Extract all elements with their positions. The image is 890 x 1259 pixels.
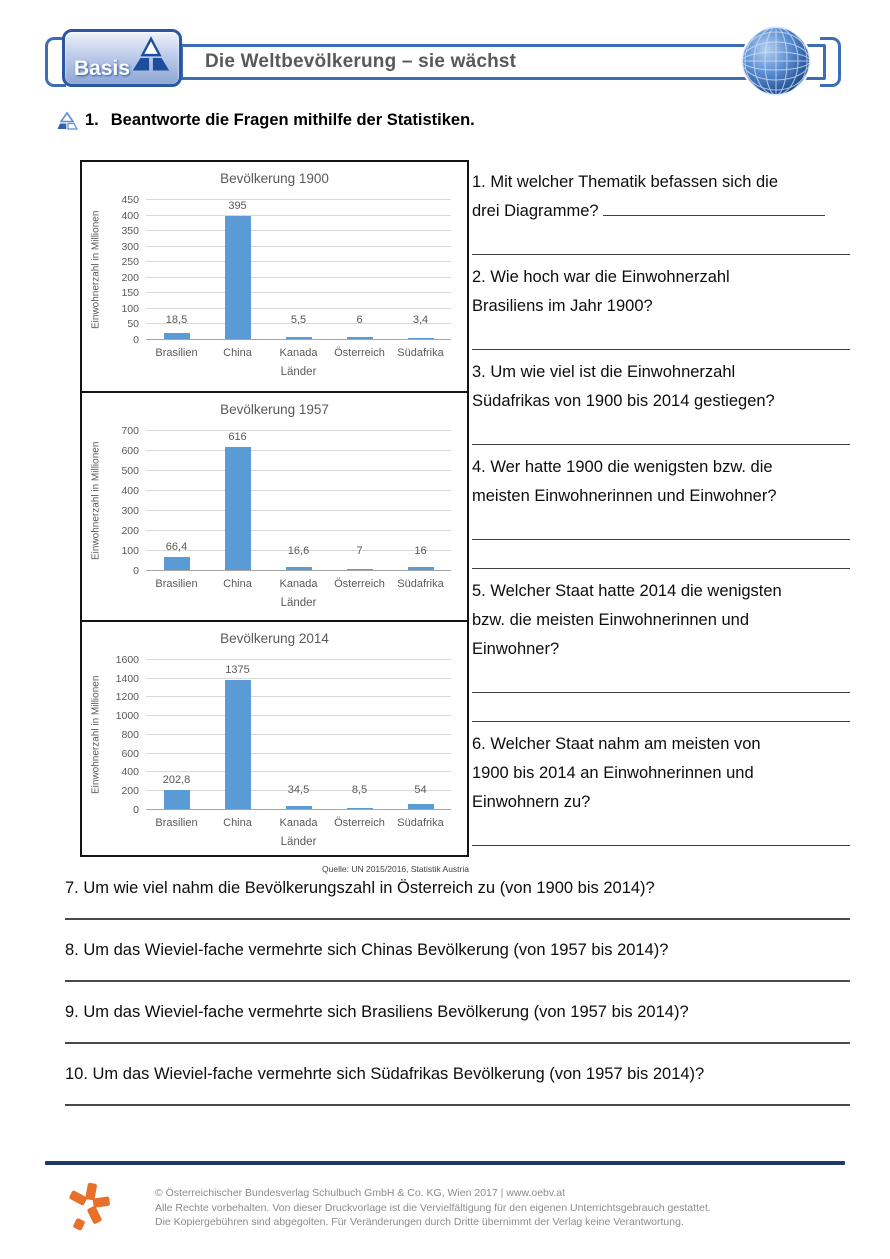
x-axis-title: Länder <box>280 836 317 848</box>
category-label-oesterreich: Österreich <box>334 578 385 590</box>
question-text-line: 1. Mit welcher Thematik befassen sich die <box>472 173 778 191</box>
x-axis-line <box>146 339 451 340</box>
answer-blank <box>472 817 850 846</box>
task-text: Beantworte die Fragen mithilfe der Statistiken. <box>110 111 475 129</box>
category-label-china: China <box>223 578 252 590</box>
gridline <box>146 696 451 697</box>
y-tick-label: 150 <box>121 287 139 299</box>
footer-divider <box>45 1161 845 1165</box>
y-tick-label: 200 <box>121 272 139 284</box>
y-tick-label: 1200 <box>115 691 139 703</box>
question-text-line: bzw. die meisten Einwohnerinnen und <box>472 611 750 629</box>
y-tick-label: 200 <box>121 785 139 797</box>
y-tick-label: 300 <box>121 241 139 253</box>
bottom-questions <box>65 876 850 1124</box>
question-text-line: 3. Um wie viel ist die Einwohnerzahl <box>472 363 736 381</box>
y-tick-label: 50 <box>127 318 139 330</box>
y-tick-label: 100 <box>121 545 139 557</box>
answer-blank <box>472 664 850 693</box>
question-5 <box>472 577 850 722</box>
bar-china <box>225 680 251 809</box>
category-labels <box>146 817 451 829</box>
bar-china <box>225 216 251 339</box>
y-tick-label: 700 <box>121 425 139 437</box>
question-text-line: Brasiliens im Jahr 1900? <box>472 297 653 315</box>
bar-brasilien <box>164 333 190 339</box>
gridline <box>146 199 451 200</box>
gridline <box>146 430 451 431</box>
x-axis-line <box>146 809 451 810</box>
bar-suedafrika <box>408 567 434 570</box>
category-label-suedafrika: Südafrika <box>397 578 444 590</box>
gridline <box>146 470 451 471</box>
question-text-line: 4. Wer hatte 1900 die wenigsten bzw. die <box>472 458 773 476</box>
y-tick-label: 600 <box>121 445 139 457</box>
gridline <box>146 715 451 716</box>
bar-value-label: 202,8 <box>162 774 191 786</box>
footer-line-2: Alle Rechte vorbehalten. Von dieser Druckvorlage ist die Vervielfältigung für den eigenen Unterrichtsgebrauch gestattet. <box>155 1201 711 1214</box>
question-4 <box>472 453 850 569</box>
bar-value-label: 18,5 <box>165 314 188 326</box>
y-axis-label: Einwohnerzahl in Millionen <box>90 210 102 330</box>
y-tick-label: 400 <box>121 766 139 778</box>
plot-area <box>115 654 451 816</box>
y-tick-label: 350 <box>121 225 139 237</box>
plot-area <box>121 425 451 577</box>
question-2 <box>472 263 850 350</box>
answer-blank <box>65 980 850 982</box>
gridline <box>146 277 451 278</box>
charts-panel <box>80 160 469 857</box>
gridline <box>146 230 451 231</box>
gridline <box>146 450 451 451</box>
category-labels <box>146 347 451 359</box>
bar-value-label: 7 <box>356 545 363 557</box>
bar-china <box>225 447 251 570</box>
question-text-line: meisten Einwohnerinnen und Einwohner? <box>472 487 777 505</box>
y-tick-label: 500 <box>121 465 139 477</box>
gridline <box>146 659 451 660</box>
basis-badge-label: Basis <box>74 57 131 80</box>
answer-blank <box>472 321 850 350</box>
answer-blank <box>65 1042 850 1044</box>
question-text: 7. Um wie viel nahm die Bevölkerungszahl in Österreich zu (von 1900 bis 2014)? <box>65 879 655 897</box>
question-text-line: Einwohnern zu? <box>472 793 591 811</box>
header-title-bar <box>180 44 826 80</box>
bar-value-label: 5,5 <box>290 314 307 326</box>
y-tick-label: 400 <box>121 485 139 497</box>
oebv-logo-icon <box>64 1182 112 1241</box>
bar-value-label: 395 <box>228 200 247 212</box>
bar-value-label: 1375 <box>225 664 250 676</box>
gridline <box>146 215 451 216</box>
bar-value-label: 66,4 <box>165 541 188 553</box>
gridline <box>146 678 451 679</box>
bar-value-label: 34,5 <box>287 784 310 796</box>
bar-value-label: 6 <box>356 314 363 326</box>
bar-value-label: 616 <box>228 431 247 443</box>
side-questions <box>472 168 850 854</box>
bar-value-label: 3,4 <box>412 314 429 326</box>
y-axis-label: Einwohnerzahl in Millionen <box>90 441 102 561</box>
footer-line-3: Die Kopiergebühren sind abgegolten. Für Veränderungen durch Dritte übernimmt der Verlag keine Verantwortung. <box>155 1216 684 1228</box>
chart-bevoelkerung-1900 <box>80 160 469 393</box>
y-tick-label: 800 <box>121 729 139 741</box>
question-text: 8. Um das Wieviel-fache vermehrte sich Chinas Bevölkerung (von 1957 bis 2014)? <box>65 941 669 959</box>
bar-value-label: 16 <box>414 545 427 557</box>
y-tick-label: 400 <box>121 210 139 222</box>
answer-blank <box>472 540 850 569</box>
chart-title: Bevölkerung 1900 <box>220 171 329 186</box>
category-label-china: China <box>223 817 252 829</box>
task-heading <box>57 111 475 130</box>
y-tick-label: 450 <box>121 194 139 206</box>
chart-title: Bevölkerung 1957 <box>220 402 329 417</box>
y-axis-label: Einwohnerzahl in Millionen <box>90 675 102 795</box>
question-8 <box>65 938 850 982</box>
question-6 <box>472 730 850 846</box>
chart-bevoelkerung-2014 <box>80 620 469 857</box>
category-label-brasilien: Brasilien <box>155 578 198 590</box>
question-10 <box>65 1062 850 1106</box>
gridline <box>146 308 451 309</box>
gridline <box>146 292 451 293</box>
gridline <box>146 261 451 262</box>
category-label-suedafrika: Südafrika <box>397 347 444 359</box>
pyramid-icon <box>128 35 174 81</box>
y-tick-label: 600 <box>121 748 139 760</box>
gridline <box>146 753 451 754</box>
x-axis-line <box>146 570 451 571</box>
answer-blank <box>472 416 850 445</box>
category-label-kanada: Kanada <box>279 817 318 829</box>
page-title: Die Weltbevölkerung – sie wächst <box>205 51 517 72</box>
question-text: 10. Um das Wieviel-fache vermehrte sich Südafrikas Bevölkerung (von 1957 bis 2014)? <box>65 1065 705 1083</box>
question-text-line <box>472 197 850 226</box>
answer-blank <box>472 511 850 540</box>
category-label-kanada: Kanada <box>279 347 318 359</box>
answer-blank <box>472 226 850 255</box>
task-pyramid-icon <box>57 112 78 130</box>
gridline <box>146 490 451 491</box>
chart-source: Quelle: UN 2015/2016, Statistik Austria <box>322 864 469 874</box>
answer-blank-inline <box>603 213 825 216</box>
answer-blank <box>65 918 850 920</box>
bar-oesterreich <box>347 569 373 570</box>
question-9 <box>65 1000 850 1044</box>
bar-value-label: 8,5 <box>351 784 368 796</box>
bar-oesterreich <box>347 337 373 339</box>
plot-area <box>121 194 451 346</box>
y-tick-label: 0 <box>133 565 139 577</box>
question-1 <box>472 168 850 255</box>
chart-title: Bevölkerung 2014 <box>220 631 329 646</box>
bar-kanada <box>286 337 312 339</box>
question-text-line: Südafrikas von 1900 bis 2014 gestiegen? <box>472 392 775 410</box>
gridline <box>146 246 451 247</box>
gridline <box>146 734 451 735</box>
y-tick-label: 300 <box>121 505 139 517</box>
y-tick-label: 250 <box>121 256 139 268</box>
x-axis-title: Länder <box>280 597 317 609</box>
question-text-line: 5. Welcher Staat hatte 2014 die wenigsten <box>472 582 782 600</box>
footer-line-1: © Österreichischer Bundesverlag Schulbuch GmbH & Co. KG, Wien 2017 | www.oebv.at <box>155 1187 566 1199</box>
category-label-brasilien: Brasilien <box>155 817 198 829</box>
bar-value-label: 16,6 <box>287 545 310 557</box>
x-axis-title: Länder <box>280 366 317 378</box>
y-tick-label: 100 <box>121 303 139 315</box>
category-label-oesterreich: Österreich <box>334 347 385 359</box>
y-tick-label: 1400 <box>115 673 139 685</box>
question-text-line: Einwohner? <box>472 640 560 658</box>
question-text-line: 6. Welcher Staat nahm am meisten von <box>472 735 761 753</box>
y-tick-label: 0 <box>133 804 139 816</box>
y-tick-label: 0 <box>133 334 139 346</box>
answer-blank <box>472 693 850 722</box>
category-labels <box>146 578 451 590</box>
basis-badge <box>62 29 182 87</box>
task-number: 1. <box>85 111 99 129</box>
y-tick-label: 1000 <box>115 710 139 722</box>
bar-suedafrika <box>408 338 434 339</box>
bar-kanada <box>286 567 312 570</box>
answer-blank <box>65 1104 850 1106</box>
question-text: drei Diagramme? <box>472 202 604 220</box>
bar-oesterreich <box>347 808 373 809</box>
bar-kanada <box>286 806 312 809</box>
bar-value-label: 54 <box>414 784 427 796</box>
y-tick-label: 200 <box>121 525 139 537</box>
gridline <box>146 771 451 772</box>
question-text-line: 2. Wie hoch war die Einwohnerzahl <box>472 268 730 286</box>
gridline <box>146 510 451 511</box>
question-3 <box>472 358 850 445</box>
bar-brasilien <box>164 790 190 809</box>
y-tick-label: 1600 <box>115 654 139 666</box>
question-text: 9. Um das Wieviel-fache vermehrte sich Brasiliens Bevölkerung (von 1957 bis 2014)? <box>65 1003 689 1021</box>
bar-brasilien <box>164 557 190 570</box>
gridline <box>146 530 451 531</box>
category-label-brasilien: Brasilien <box>155 347 198 359</box>
category-label-china: China <box>223 347 252 359</box>
footer-copyright <box>155 1186 711 1230</box>
category-label-suedafrika: Südafrika <box>397 817 444 829</box>
question-7 <box>65 876 850 920</box>
question-text-line: 1900 bis 2014 an Einwohnerinnen und <box>472 764 754 782</box>
chart-bevoelkerung-1957 <box>80 391 469 622</box>
category-label-oesterreich: Österreich <box>334 817 385 829</box>
globe-icon <box>740 25 812 102</box>
bar-suedafrika <box>408 804 434 809</box>
category-label-kanada: Kanada <box>279 578 318 590</box>
